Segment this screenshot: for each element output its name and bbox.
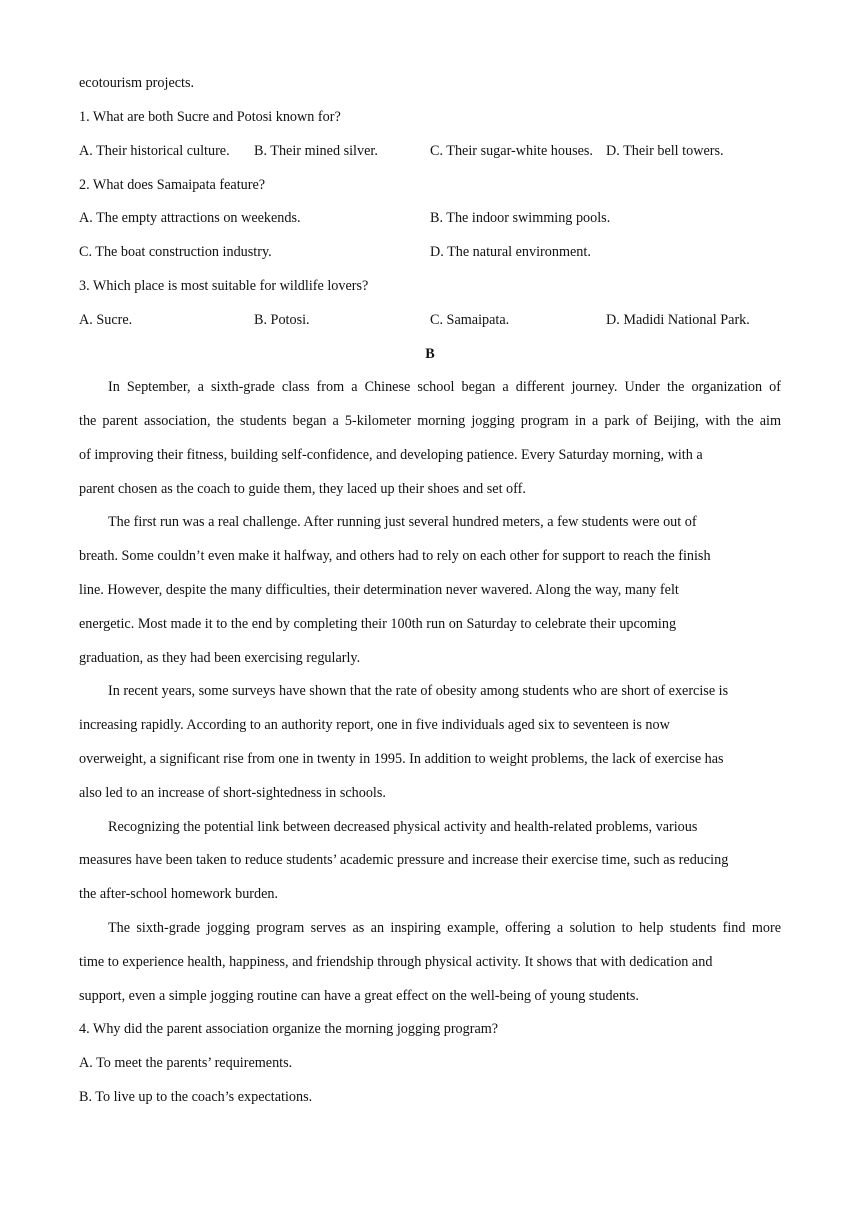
paragraph-5-line-2: time to experience health, happiness, and friendship through physical activity. It shows that with dedication and xyxy=(79,954,713,970)
paragraph-1-line-4: parent chosen as the coach to guide them, they laced up their shoes and set off. xyxy=(79,481,526,497)
question-4-prompt: 4. Why did the parent association organize the morning jogging program? xyxy=(79,1021,499,1037)
paragraph-4-line-3: the after-school homework burden. xyxy=(79,886,279,902)
paragraph-2-line-5: graduation, as they had been exercising regularly. xyxy=(79,650,361,666)
question-4-option-a: A. To meet the parents’ requirements. xyxy=(79,1055,293,1071)
paragraph-1-line-2: the parent association, the students began a 5-kilometer morning jogging program in a park of Beijing, with the aim xyxy=(79,413,781,429)
paragraph-3-line-1: In recent years, some surveys have shown that the rate of obesity among students who are short of exercise is xyxy=(108,683,729,699)
question-1-option-c: C. Their sugar-white houses. xyxy=(430,143,593,159)
paragraph-2-line-1: The first run was a real challenge. After running just several hundred meters, a few students were out of xyxy=(108,514,697,530)
question-2-prompt: 2. What does Samaipata feature? xyxy=(79,177,266,193)
question-2-option-c: C. The boat construction industry. xyxy=(79,244,272,260)
paragraph-2-line-4: energetic. Most made it to the end by completing their 100th run on Saturday to celebrate their upcoming xyxy=(79,616,677,632)
question-2-option-d: D. The natural environment. xyxy=(430,244,591,260)
question-3-option-d: D. Madidi National Park. xyxy=(606,312,750,328)
paragraph-3-line-3: overweight, a significant rise from one in twenty in 1995. In addition to weight problems, the lack of exercise has xyxy=(79,751,724,767)
question-2-option-a: A. The empty attractions on weekends. xyxy=(79,210,301,226)
paragraph-5-line-3: support, even a simple jogging routine can have a great effect on the well-being of young students. xyxy=(79,988,639,1004)
question-1-prompt: 1. What are both Sucre and Potosi known for? xyxy=(79,109,341,125)
question-3-option-b: B. Potosi. xyxy=(254,312,310,328)
lead-text: ecotourism projects. xyxy=(79,75,195,91)
paragraph-1-line-3: of improving their fitness, building self-confidence, and developing patience. Every Saturday morning, with a xyxy=(79,447,703,463)
paragraph-3-line-4: also led to an increase of short-sightedness in schools. xyxy=(79,785,386,801)
paragraph-4-line-2: measures have been taken to reduce students’ academic pressure and increase their exercise time, such as reducing xyxy=(79,852,729,868)
question-3-option-a: A. Sucre. xyxy=(79,312,133,328)
paragraph-1-line-1: In September, a sixth-grade class from a Chinese school began a different journey. Under the organization of xyxy=(108,379,781,395)
paragraph-2-line-2: breath. Some couldn’t even make it halfway, and others had to rely on each other for support to reach the finish xyxy=(79,548,711,564)
question-1-option-b: B. Their mined silver. xyxy=(254,143,378,159)
question-4-option-b: B. To live up to the coach’s expectations. xyxy=(79,1089,313,1105)
paragraph-3-line-2: increasing rapidly. According to an authority report, one in five individuals aged six to seventeen is now xyxy=(79,717,670,733)
question-1-option-d: D. Their bell towers. xyxy=(606,143,724,159)
question-2-option-b: B. The indoor swimming pools. xyxy=(430,210,611,226)
paragraph-5-line-1: The sixth-grade jogging program serves as an inspiring example, offering a solution to help students find more xyxy=(108,920,781,936)
paragraph-4-line-1: Recognizing the potential link between decreased physical activity and health-related problems, various xyxy=(108,819,698,835)
paragraph-2-line-3: line. However, despite the many difficulties, their determination never wavered. Along the way, many felt xyxy=(79,582,679,598)
question-1-option-a: A. Their historical culture. xyxy=(79,143,230,159)
section-b-title: B xyxy=(425,346,435,362)
question-3-option-c: C. Samaipata. xyxy=(430,312,510,328)
question-3-prompt: 3. Which place is most suitable for wildlife lovers? xyxy=(79,278,369,294)
